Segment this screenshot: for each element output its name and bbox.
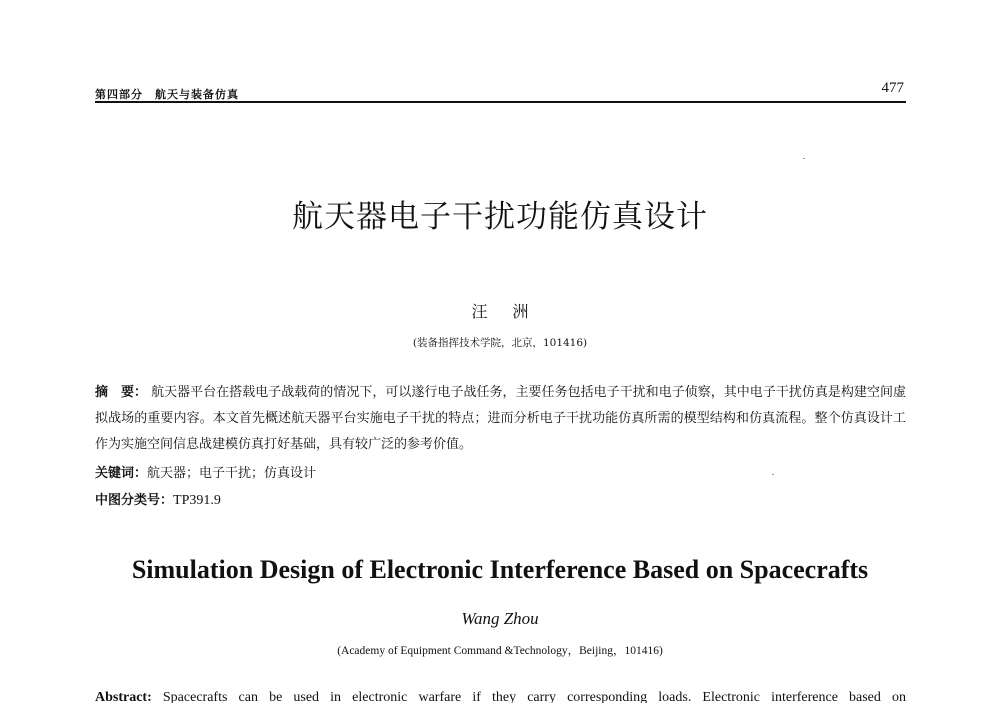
chinese-keywords-label: 关键词： <box>95 466 148 481</box>
english-abstract-label: Abstract: <box>95 690 152 703</box>
chinese-abstract-label: 摘 要： <box>95 385 148 400</box>
english-affiliation: (Academy of Equipment Command &Technology，Beijing，101416) <box>337 645 663 657</box>
page-number: 477 <box>881 80 904 96</box>
chinese-author: 汪 洲 <box>471 302 539 321</box>
chinese-classification <box>95 489 221 509</box>
chinese-abstract <box>95 380 906 458</box>
english-title: Simulation Design of Electronic Interference Based on Spacecrafts <box>131 555 869 584</box>
english-author: Wang Zhou <box>461 609 539 628</box>
chinese-affiliation: (装备指挥技术学院，北京，101416) <box>412 337 588 349</box>
english-abstract <box>95 690 906 703</box>
chinese-classification-label: 中图分类号： <box>95 493 174 508</box>
english-abstract-text: Spacecrafts can be used in electronic warfare if they carry corresponding loads. Electronic interference based on <box>162 690 906 703</box>
chinese-classification-value: TP391.9 <box>173 493 221 508</box>
chinese-title: 航天器电子干扰功能仿真设计 <box>292 199 708 235</box>
chinese-abstract-text: 航天器平台在搭载电子战载荷的情况下，可以遂行电子战任务，主要任务包括电子干扰和电子侦察，其中电子干扰仿真是构建空间虚拟战场的重要内容。本文首先概述航天器平台实施电子干扰的特点；进而分析电子干扰功能仿真所需的模型结构和仿真流程。整个仿真设计工作为实施空间信息战建模仿真打好基础，具有较广泛的参考价值。 <box>95 385 906 452</box>
scan-speck <box>772 474 774 475</box>
running-header-section: 第四部分 航天与装备仿真 <box>95 88 239 101</box>
header-rule <box>95 101 906 103</box>
chinese-keywords <box>95 462 316 481</box>
scan-speck <box>803 158 805 159</box>
chinese-keywords-text: 航天器；电子干扰；仿真设计 <box>147 466 317 481</box>
